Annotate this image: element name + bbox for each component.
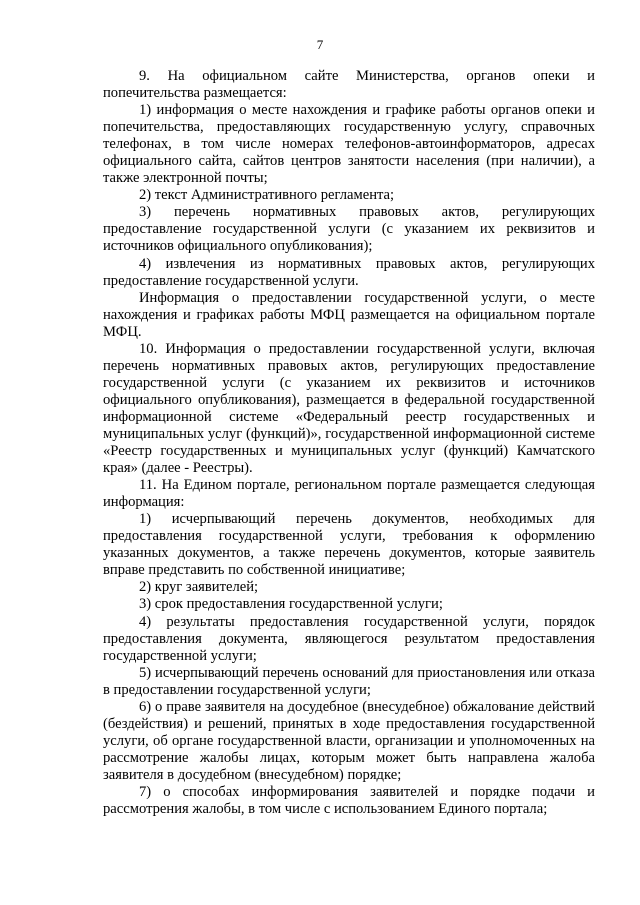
paragraph-11-item-4: 4) результаты предоставления государственной услуги, порядок предоставления документа, являющегося результатом предоставления государственной услуги; [103, 613, 595, 664]
paragraph-9: 9. На официальном сайте Министерства, органов опеки и попечительства размещается: [103, 68, 595, 102]
paragraph-11-item-1: 1) исчерпывающий перечень документов, необходимых для предоставления государственной услуги, требования к оформлению указанных документов, а также перечень документов, которые заявитель вправе представить по собственной инициативе; [103, 511, 595, 579]
paragraph-11-item-7: 7) о способах информирования заявителей и порядке подачи и рассмотрения жалобы, в том числе с использованием Единого портала; [103, 783, 595, 818]
document-body [103, 68, 595, 818]
paragraph-9-item-3: 3) перечень нормативных правовых актов, регулирующих предоставление государственной услуги (с указанием их реквизитов и источников официального опубликования); [103, 204, 595, 255]
paragraph-11-item-6: 6) о праве заявителя на досудебное (внесудебное) обжалование действий (бездействия) и решений, принятых в ходе предоставления государственной услуги, об органе государственной власти, организации и уполномоченных на рассмотрение жалобы лицах, которым может быть направлена жалоба заявителя в досудебном (внесудебном) порядке; [103, 698, 595, 783]
page-number: 7 [316, 37, 324, 52]
paragraph-9-item-4: 4) извлечения из нормативных правовых актов, регулирующих предоставление государственной услуги. [103, 255, 595, 289]
paragraph-11-item-5: 5) исчерпывающий перечень оснований для приостановления или отказа в предоставлении государственной услуги; [103, 664, 595, 698]
paragraph-mfc-info: Информация о предоставлении государственной услуги, о месте нахождения и графиках работы МФЦ размещается на официальном портале МФЦ. [103, 289, 595, 340]
paragraph-9-item-2: 2) текст Административного регламента; [139, 187, 395, 204]
paragraph-11-item-2: 2) круг заявителей; [139, 579, 259, 596]
paragraph-11-item-3: 3) срок предоставления государственной услуги; [139, 596, 443, 613]
paragraph-11: 11. На Едином портале, региональном портале размещается следующая информация: [103, 477, 595, 511]
paragraph-9-item-1: 1) информация о месте нахождения и графике работы органов опеки и попечительства, предоставляющих государственную услугу, справочных телефонах, в том числе номерах телефонов-автоинформаторов, адресах официального сайта, сайтов центров занятости населения (при наличии), а также электронной почты; [103, 102, 595, 187]
paragraph-10: 10. Информация о предоставлении государственной услуги, включая перечень нормативных правовых актов, регулирующих предоставление государственной услуги (с указанием их реквизитов и источников официального опубликования), размещается в федеральной государственной информационной системе «Федеральный реестр государственных и муниципальных услуг (функций)», государственной информационной системе «Реестр государственных и муниципальных услуг (функций) Камчатского края» (далее - Реестры). [103, 340, 595, 477]
